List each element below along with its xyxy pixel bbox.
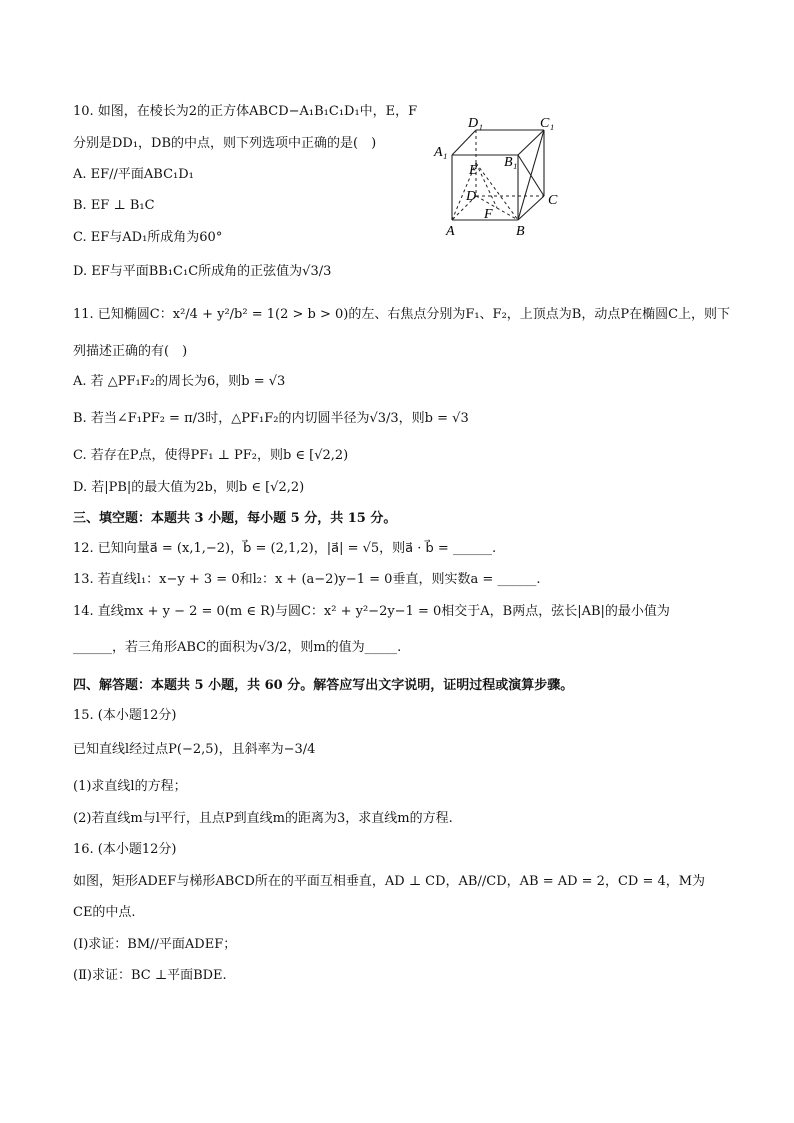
q10-stem-line-2: 分别是DD₁，DB的中点，则下列选项中正确的是( )	[73, 136, 377, 151]
section-3-heading: 三、填空题：本题共 3 小题，每小题 5 分，共 15 分。	[73, 511, 397, 526]
cube-figure	[432, 108, 572, 240]
q16-part-1: (Ⅰ)求证：BM//平面ADEF；	[73, 937, 237, 952]
label-B: B	[516, 224, 525, 239]
q16-header: 16. (本小题12分)	[73, 842, 177, 857]
q11-option-a: A. 若 △PF₁F₂的周长为6，则b = √3	[73, 374, 286, 389]
q12-text: 12. 已知向量a⃗ = (x,1,−2)，b⃗ = (2,1,2)，|a⃗| = √5，则a⃗ · b⃗ = ______.	[73, 541, 497, 556]
q10-option-c: C. EF与AD₁所成角为60°	[73, 230, 223, 245]
label-F: F	[484, 207, 493, 222]
label-A: A	[446, 224, 455, 239]
q10-option-b: B. EF ⊥ B₁C	[73, 198, 155, 213]
q14-line-2: ______，若三角形ABC的面积为√3/2，则m的值为_____.	[73, 640, 402, 655]
q11-option-b: B. 若当∠F₁PF₂ = π/3时，△PF₁F₂的内切圆半径为√3/3，则b = √3	[73, 411, 469, 426]
label-C: C	[548, 193, 558, 208]
q11-option-c: C. 若存在P点，使得PF₁ ⊥ PF₂，则b ∈ [√2,2)	[73, 448, 349, 463]
q15-part-1: (1)求直线l的方程；	[73, 779, 187, 794]
q13-text: 13. 若直线l₁：x−y + 3 = 0和l₂：x + (a−2)y−1 = 0垂直，则实数a = ______.	[73, 572, 541, 587]
q10-option-a: A. EF//平面ABC₁D₁	[73, 167, 194, 182]
label-B1: B₁	[504, 155, 518, 170]
label-D: D	[466, 189, 477, 204]
q15-part-2: (2)若直线m与l平行，且点P到直线m的距离为3，求直线m的方程.	[73, 811, 453, 826]
label-C1: C₁	[540, 116, 555, 131]
q16-stem-line-1: 如图，矩形ADEF与梯形ABCD所在的平面互相垂直，AD ⊥ CD，AB//CD，AB = AD = 2，CD = 4，M为	[73, 874, 706, 889]
section-4-heading: 四、解答题：本题共 5 小题，共 60 分。解答应写出文字说明，证明过程或演算步骤。	[73, 678, 574, 693]
q11-stem-line-2: 列描述正确的有( )	[73, 344, 188, 359]
label-A1: A₁	[434, 145, 448, 160]
q16-part-2: (Ⅱ)求证：BC ⊥平面BDE.	[73, 968, 227, 983]
q10-option-d: D. EF与平面BB₁C₁C所成角的正弦值为√3/3	[73, 264, 332, 279]
q15-stem: 已知直线l经过点P(−2,5)，且斜率为−3/4	[73, 742, 316, 757]
q16-stem-line-2: CE的中点.	[73, 905, 136, 920]
q11-stem-line-1: 11. 已知椭圆C：x²/4 + y²/b² = 1(2 > b > 0)的左、右焦点分别为F₁、F₂，上顶点为B，动点P在椭圆C上，则下	[73, 307, 731, 322]
q11-option-d: D. 若|PB|的最大值为2b，则b ∈ [√2,2)	[73, 480, 305, 495]
q10-stem-line-1: 10. 如图，在棱长为2的正方体ABCD−A₁B₁C₁D₁中，E，F	[73, 104, 418, 119]
q15-header: 15. (本小题12分)	[73, 708, 177, 723]
label-E: E	[469, 163, 478, 178]
q14-line-1: 14. 直线mx + y − 2 = 0(m ∈ R)与圆C：x² + y²−2y−1 = 0相交于A，B两点，弦长|AB|的最小值为	[73, 604, 670, 619]
label-D1: D₁	[468, 116, 483, 131]
